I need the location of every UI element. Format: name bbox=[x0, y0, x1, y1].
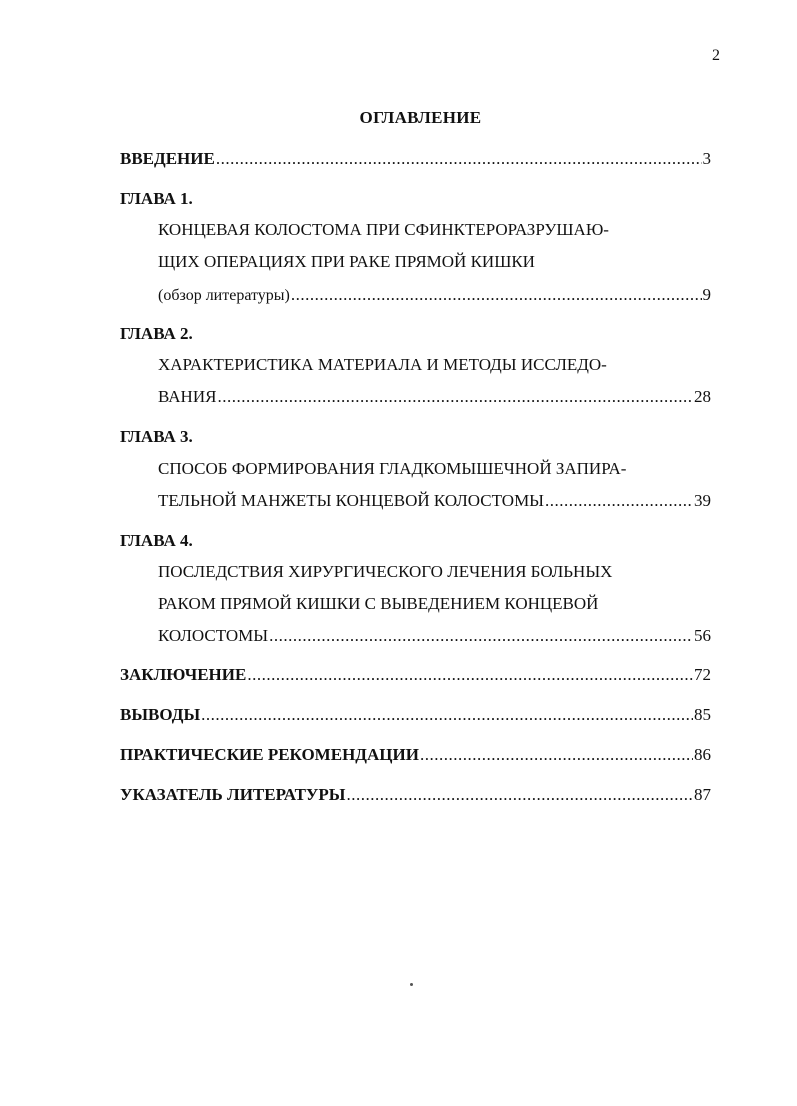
toc-entry-page: 86 bbox=[694, 745, 711, 764]
scan-speck bbox=[410, 983, 413, 986]
chapter-3-title-line: СПОСОБ ФОРМИРОВАНИЯ ГЛАДКОМЫШЕЧНОЙ ЗАПИРА- bbox=[158, 459, 627, 478]
toc-entry-label: ВВЕДЕНИЕ bbox=[120, 149, 215, 168]
leader-dots bbox=[216, 148, 702, 170]
chapter-4-heading: ГЛАВА 4. bbox=[120, 531, 193, 550]
toc-entry-recommendations[interactable] bbox=[120, 744, 711, 766]
toc-entry-chapter-3[interactable] bbox=[158, 490, 711, 512]
toc-entry-page: 56 bbox=[694, 626, 711, 645]
toc-entry-page: 72 bbox=[694, 665, 711, 684]
chapter-2-title-line: ХАРАКТЕРИСТИКА МАТЕРИАЛА И МЕТОДЫ ИССЛЕДО- bbox=[158, 355, 607, 374]
toc-entry-references[interactable] bbox=[120, 784, 711, 806]
chapter-2-heading: ГЛАВА 2. bbox=[120, 324, 193, 343]
chapter-4-title-line: ПОСЛЕДСТВИЯ ХИРУРГИЧЕСКОГО ЛЕЧЕНИЯ БОЛЬНЫХ bbox=[158, 562, 613, 581]
toc-entry-label: ПРАКТИЧЕСКИЕ РЕКОМЕНДАЦИИ bbox=[120, 745, 419, 764]
leader-dots bbox=[545, 490, 693, 512]
toc-entry-page: 28 bbox=[694, 387, 711, 406]
toc-entry-page: 85 bbox=[694, 705, 711, 724]
toc-entry-page: 9 bbox=[702, 285, 711, 304]
toc-entry-findings[interactable] bbox=[120, 704, 711, 726]
chapter-3-heading: ГЛАВА 3. bbox=[120, 427, 193, 446]
leader-dots bbox=[420, 744, 693, 766]
toc-entry-chapter-4[interactable] bbox=[158, 625, 711, 647]
leader-dots bbox=[346, 784, 693, 806]
page-number: 2 bbox=[712, 47, 720, 64]
toc-entry-label: УКАЗАТЕЛЬ ЛИТЕРАТУРЫ bbox=[120, 785, 346, 804]
leader-dots bbox=[201, 704, 693, 726]
toc-entry-chapter-1[interactable] bbox=[158, 284, 711, 307]
chapter-1-title-line: ЩИХ ОПЕРАЦИЯХ ПРИ РАКЕ ПРЯМОЙ КИШКИ bbox=[158, 252, 535, 271]
toc-entry-conclusion[interactable] bbox=[120, 664, 711, 686]
toc-entry-page: 87 bbox=[694, 785, 711, 804]
chapter-1-title-line: КОНЦЕВАЯ КОЛОСТОМА ПРИ СФИНКТЕРОРАЗРУШАЮ- bbox=[158, 220, 609, 239]
toc-entry-label: ВЫВОДЫ bbox=[120, 705, 201, 724]
toc-entry-label: КОЛОСТОМЫ bbox=[158, 626, 269, 645]
toc-entry-page: 39 bbox=[694, 491, 711, 510]
chapter-4-title-line: РАКОМ ПРЯМОЙ КИШКИ С ВЫВЕДЕНИЕМ КОНЦЕВОЙ bbox=[158, 594, 599, 613]
leader-dots bbox=[269, 625, 693, 647]
leader-dots bbox=[291, 284, 702, 306]
toc-entry-introduction[interactable] bbox=[120, 148, 711, 170]
toc-entry-label: ВАНИЯ bbox=[158, 387, 217, 406]
toc-entry-label: ТЕЛЬНОЙ МАНЖЕТЫ КОНЦЕВОЙ КОЛОСТОМЫ bbox=[158, 491, 545, 510]
toc-title: ОГЛАВЛЕНИЕ bbox=[359, 108, 482, 127]
chapter-1-heading: ГЛАВА 1. bbox=[120, 189, 193, 208]
leader-dots bbox=[247, 664, 693, 686]
toc-entry-label: ЗАКЛЮЧЕНИЕ bbox=[120, 665, 247, 684]
toc-entry-label: (обзор литературы) bbox=[158, 287, 290, 304]
toc-entry-chapter-2[interactable] bbox=[158, 386, 711, 408]
leader-dots bbox=[217, 386, 693, 408]
toc-entry-page: 3 bbox=[702, 149, 711, 168]
